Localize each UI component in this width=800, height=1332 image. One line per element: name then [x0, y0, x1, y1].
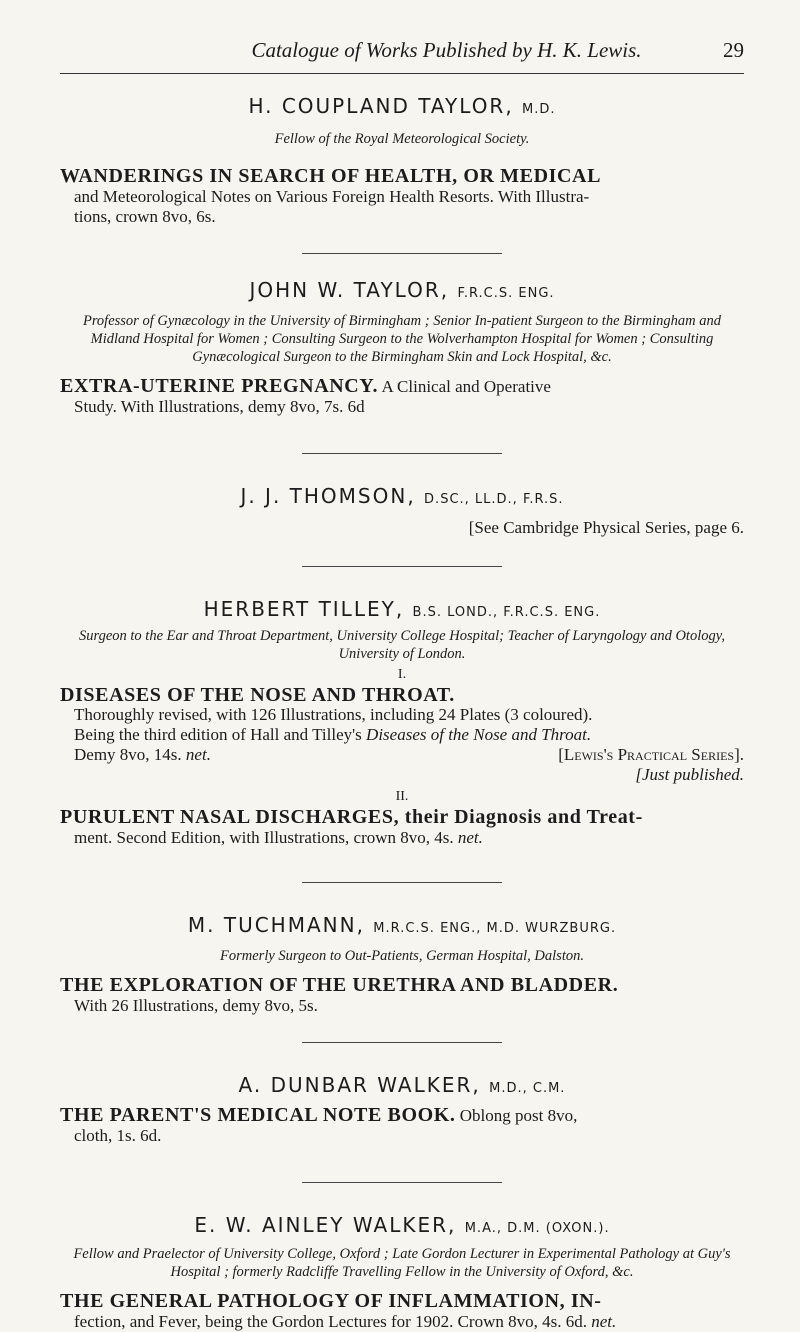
book-entry: THE GENERAL PATHOLOGY OF INFLAMMATION, IN- fection, and Fever, being the Gordon Lectures for 1902. Crown 8vo, 4s. 6d. net. [60, 1290, 617, 1331]
series-note: [Lewis's Practical Series]. [558, 745, 744, 764]
author-affiliation: Fellow of the Royal Meteorological Society. [274, 131, 530, 147]
book-entry: PURULENT NASAL DISCHARGES, their Diagnosis and Treat- ment. Second Edition, with Illustrations, crown 8vo, 4s. net. [60, 806, 643, 847]
book-title: THE GENERAL PATHOLOGY OF INFLAMMATION, IN- [60, 1290, 602, 1312]
book-entry: THE EXPLORATION OF THE URETHRA AND BLADDER. With 26 Illustrations, demy 8vo, 5s. [60, 974, 619, 1015]
entry-coupland-taylor [60, 94, 744, 227]
author-affiliation: Fellow and Praelector of University College, Oxford ; Late Gordon Lecturer in Experimental Pathology at Guy's Hospital ; formerly Radcliffe Travelling Fellow in the University of Oxford, &c. [73, 1246, 731, 1280]
book-entry: EXTRA-UTERINE PREGNANCY. A Clinical and Operative Study. With Illustrations, demy 8vo, 7s. 6d [60, 375, 551, 416]
book-title: THE PARENT'S MEDICAL NOTE BOOK. [60, 1104, 456, 1126]
author-name: M. TUCHMANN, M.R.C.S. ENG., M.D. WURZBURG. [187, 913, 617, 937]
page-number: 29 [723, 38, 744, 62]
book-entry: DISEASES OF THE NOSE AND THROAT. Thoroughly revised, with 126 Illustrations, including 24 Plates (3 coloured). Being the third edition of Hall and Tilley's Diseases of the Nose and Throat. Demy 8vo, 14s. net. [Lewis's Practical Series]. [Just published. [60, 684, 744, 784]
entry-dunbar-walker [60, 1073, 744, 1146]
book-entry: WANDERINGS IN SEARCH OF HEALTH, OR MEDICAL and Meteorological Notes on Various Foreign Health Resorts. With Illustra- tions, crown 8vo, 6s. [60, 165, 602, 226]
author-name: A. DUNBAR WALKER, M.D., C.M. [238, 1073, 566, 1097]
book-title: EXTRA-UTERINE PREGNANCY. [60, 375, 379, 397]
section-divider [302, 1182, 502, 1183]
entry-john-taylor [60, 278, 744, 417]
author-name: J. J. THOMSON, D.SC., LL.D., F.R.S. [240, 484, 564, 508]
author-name: E. W. AINLEY WALKER, M.A., D.M. (OXON.). [194, 1213, 610, 1237]
running-title: Catalogue of Works Published by H. K. Lewis. [251, 38, 642, 62]
cross-reference-note: [See Cambridge Physical Series, page 6. [468, 518, 744, 537]
entry-thomson [60, 484, 744, 538]
section-divider [302, 882, 502, 883]
entry-ainley-walker [60, 1213, 744, 1332]
book-title: WANDERINGS IN SEARCH OF HEALTH, OR MEDICAL [60, 165, 602, 187]
author-name: JOHN W. TAYLOR, F.R.C.S. ENG. [249, 278, 555, 302]
author-name: H. COUPLAND TAYLOR, M.D. [248, 94, 556, 118]
running-header [60, 0, 744, 63]
just-published-note: [Just published. [635, 765, 744, 784]
entry-tuchmann [60, 913, 744, 1016]
section-divider [302, 453, 502, 454]
entry-tilley [60, 597, 744, 848]
section-divider [302, 1042, 502, 1043]
author-affiliation: Surgeon to the Ear and Throat Department, University College Hospital; Teacher of Laryngology and Otology, University of London. [78, 628, 725, 662]
author-name: HERBERT TILLEY, B.S. LOND., F.R.C.S. ENG. [203, 597, 601, 621]
section-divider [302, 253, 502, 254]
header-rule [60, 73, 744, 74]
author-affiliation: Professor of Gynæcology in the University of Birmingham ; Senior In-patient Surgeon to the Birmingham and Midland Hospital for Women ; Consulting Surgeon to the Wolverhampton Hospital for Women ; Consulting Gynæcological Surgeon to the Birmingham Skin and Lock Hospital, &c. [82, 313, 722, 365]
section-divider [302, 566, 502, 567]
book-numeral: II. [395, 789, 409, 804]
book-entry: THE PARENT'S MEDICAL NOTE BOOK. Oblong post 8vo, cloth, 1s. 6d. [60, 1104, 578, 1145]
author-affiliation: Formerly Surgeon to Out-Patients, German Hospital, Dalston. [220, 948, 584, 964]
book-title: PURULENT NASAL DISCHARGES, their Diagnosis and Treat- [60, 806, 643, 828]
book-title: THE EXPLORATION OF THE URETHRA AND BLADDER. [60, 974, 619, 996]
book-title: DISEASES OF THE NOSE AND THROAT. [60, 684, 455, 706]
book-numeral: I. [397, 667, 407, 682]
